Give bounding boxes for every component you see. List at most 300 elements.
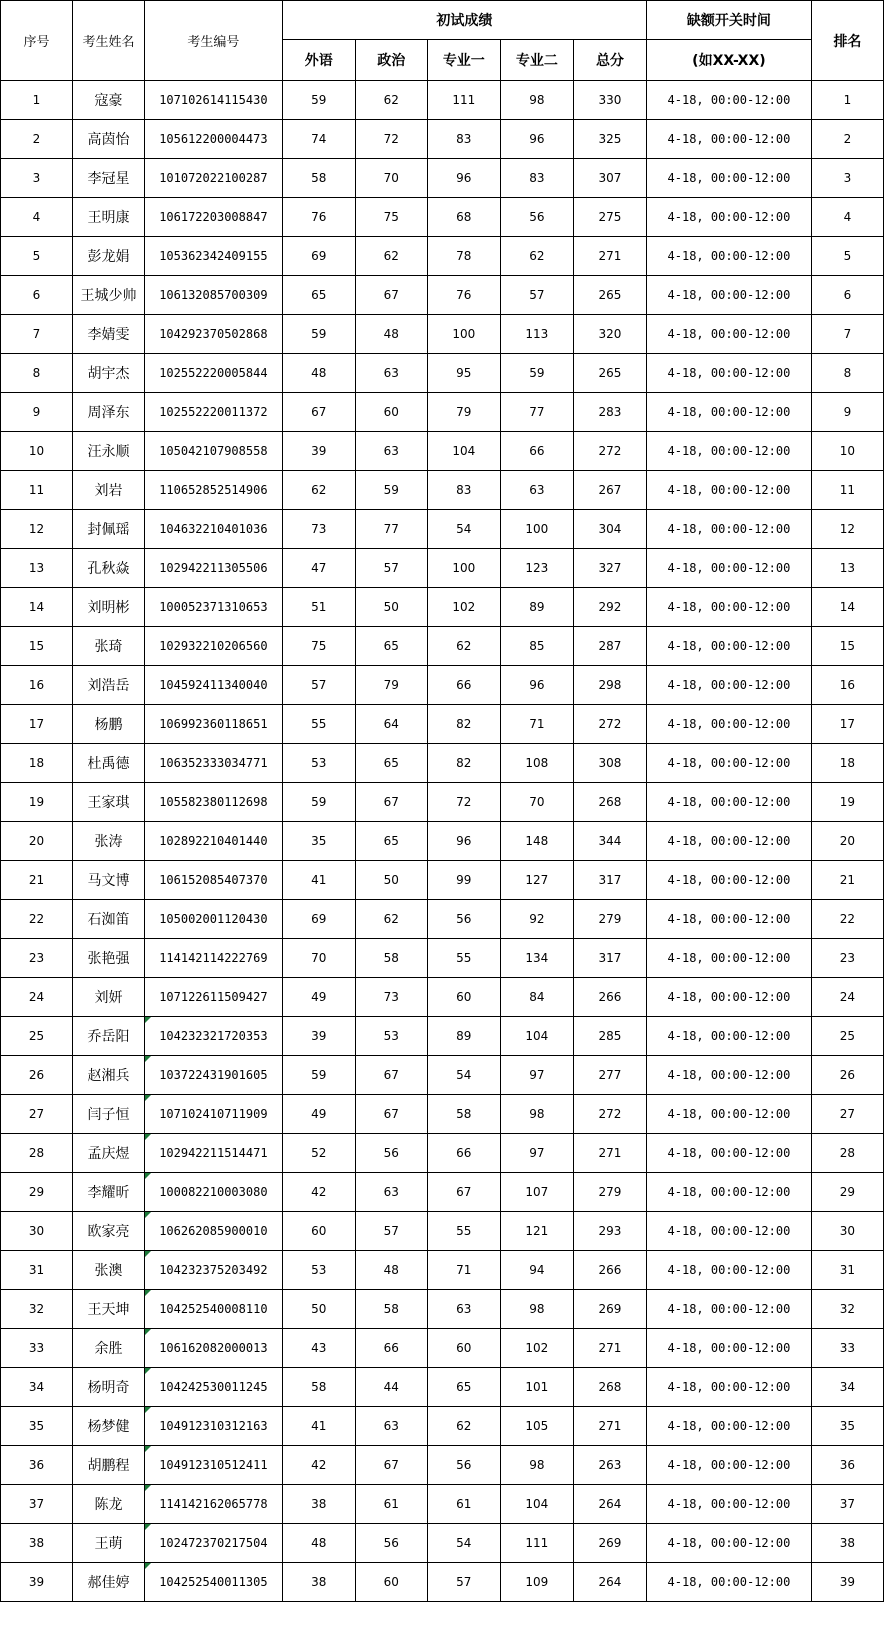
cell-major2: 96 xyxy=(500,666,573,705)
cell-foreign: 59 xyxy=(282,1056,355,1095)
cell-vacancy-time: 4-18, 00:00-12:00 xyxy=(646,315,811,354)
cell-exam-id: 104242530011245 xyxy=(145,1368,283,1407)
cell-foreign: 55 xyxy=(282,705,355,744)
cell-politics: 56 xyxy=(355,1134,427,1173)
table-row xyxy=(1,1407,884,1446)
cell-name: 刘浩岳 xyxy=(73,666,145,705)
cell-rank: 24 xyxy=(811,978,883,1017)
cell-name: 刘明彬 xyxy=(73,588,145,627)
cell-total: 268 xyxy=(573,1368,646,1407)
cell-major2: 56 xyxy=(500,198,573,237)
cell-exam-id: 104912310312163 xyxy=(145,1407,283,1446)
cell-major1: 71 xyxy=(427,1251,500,1290)
cell-vacancy-time: 4-18, 00:00-12:00 xyxy=(646,822,811,861)
cell-exam-id: 107122611509427 xyxy=(145,978,283,1017)
cell-vacancy-time: 4-18, 00:00-12:00 xyxy=(646,510,811,549)
cell-rank: 12 xyxy=(811,510,883,549)
cell-major1: 55 xyxy=(427,1212,500,1251)
cell-exam-id: 104912310512411 xyxy=(145,1446,283,1485)
cell-exam-id: 100052371310653 xyxy=(145,588,283,627)
cell-politics: 77 xyxy=(355,510,427,549)
cell-major2: 84 xyxy=(500,978,573,1017)
cell-major1: 54 xyxy=(427,1524,500,1563)
cell-foreign: 65 xyxy=(282,276,355,315)
cell-foreign: 70 xyxy=(282,939,355,978)
table-row xyxy=(1,120,884,159)
cell-name: 马文博 xyxy=(73,861,145,900)
cell-vacancy-time: 4-18, 00:00-12:00 xyxy=(646,120,811,159)
cell-politics: 50 xyxy=(355,861,427,900)
cell-politics: 57 xyxy=(355,1212,427,1251)
cell-name: 王家琪 xyxy=(73,783,145,822)
cell-rank: 21 xyxy=(811,861,883,900)
cell-rank: 29 xyxy=(811,1173,883,1212)
cell-name: 闫子恒 xyxy=(73,1095,145,1134)
cell-foreign: 39 xyxy=(282,1017,355,1056)
cell-vacancy-time: 4-18, 00:00-12:00 xyxy=(646,1290,811,1329)
cell-total: 265 xyxy=(573,354,646,393)
table-row xyxy=(1,393,884,432)
cell-vacancy-time: 4-18, 00:00-12:00 xyxy=(646,1056,811,1095)
cell-rank: 8 xyxy=(811,354,883,393)
cell-exam-id: 107102614115430 xyxy=(145,81,283,120)
header-rank: 排名 xyxy=(811,1,883,81)
cell-name: 王城少帅 xyxy=(73,276,145,315)
cell-exam-id: 105582380112698 xyxy=(145,783,283,822)
table-row xyxy=(1,744,884,783)
cell-major1: 100 xyxy=(427,315,500,354)
table-row xyxy=(1,1329,884,1368)
cell-total: 344 xyxy=(573,822,646,861)
cell-politics: 63 xyxy=(355,432,427,471)
cell-politics: 62 xyxy=(355,900,427,939)
cell-total: 320 xyxy=(573,315,646,354)
cell-seq: 24 xyxy=(1,978,73,1017)
cell-total: 266 xyxy=(573,1251,646,1290)
cell-major1: 62 xyxy=(427,1407,500,1446)
cell-major1: 95 xyxy=(427,354,500,393)
cell-seq: 35 xyxy=(1,1407,73,1446)
cell-foreign: 75 xyxy=(282,627,355,666)
cell-foreign: 58 xyxy=(282,1368,355,1407)
cell-politics: 48 xyxy=(355,1251,427,1290)
cell-total: 275 xyxy=(573,198,646,237)
header-seq: 序号 xyxy=(1,1,73,81)
cell-vacancy-time: 4-18, 00:00-12:00 xyxy=(646,939,811,978)
cell-total: 292 xyxy=(573,588,646,627)
cell-vacancy-time: 4-18, 00:00-12:00 xyxy=(646,1212,811,1251)
cell-seq: 27 xyxy=(1,1095,73,1134)
cell-major1: 58 xyxy=(427,1095,500,1134)
table-row xyxy=(1,588,884,627)
cell-total: 264 xyxy=(573,1563,646,1602)
cell-foreign: 48 xyxy=(282,1524,355,1563)
cell-vacancy-time: 4-18, 00:00-12:00 xyxy=(646,198,811,237)
cell-foreign: 49 xyxy=(282,1095,355,1134)
cell-total: 264 xyxy=(573,1485,646,1524)
cell-major2: 98 xyxy=(500,1095,573,1134)
cell-major2: 63 xyxy=(500,471,573,510)
cell-major2: 104 xyxy=(500,1485,573,1524)
cell-major2: 89 xyxy=(500,588,573,627)
cell-vacancy-time: 4-18, 00:00-12:00 xyxy=(646,159,811,198)
header-vacancy-time: 缺额开关时间 xyxy=(646,1,811,40)
cell-exam-id: 102942211305506 xyxy=(145,549,283,588)
cell-seq: 33 xyxy=(1,1329,73,1368)
cell-politics: 67 xyxy=(355,276,427,315)
cell-exam-id: 100082210003080 xyxy=(145,1173,283,1212)
cell-name: 乔岳阳 xyxy=(73,1017,145,1056)
table-row xyxy=(1,822,884,861)
cell-major1: 60 xyxy=(427,1329,500,1368)
cell-major2: 98 xyxy=(500,1446,573,1485)
cell-exam-id: 105612200004473 xyxy=(145,120,283,159)
cell-foreign: 48 xyxy=(282,354,355,393)
cell-vacancy-time: 4-18, 00:00-12:00 xyxy=(646,1173,811,1212)
cell-vacancy-time: 4-18, 00:00-12:00 xyxy=(646,354,811,393)
cell-major2: 96 xyxy=(500,120,573,159)
table-row xyxy=(1,939,884,978)
cell-name: 刘岩 xyxy=(73,471,145,510)
cell-rank: 5 xyxy=(811,237,883,276)
cell-name: 杨梦健 xyxy=(73,1407,145,1446)
cell-major1: 102 xyxy=(427,588,500,627)
cell-exam-id: 107102410711909 xyxy=(145,1095,283,1134)
cell-rank: 7 xyxy=(811,315,883,354)
cell-exam-id: 104252540008110 xyxy=(145,1290,283,1329)
cell-exam-id: 106262085900010 xyxy=(145,1212,283,1251)
cell-name: 张琦 xyxy=(73,627,145,666)
cell-seq: 9 xyxy=(1,393,73,432)
cell-major2: 77 xyxy=(500,393,573,432)
cell-rank: 1 xyxy=(811,81,883,120)
table-row xyxy=(1,1056,884,1095)
cell-major2: 97 xyxy=(500,1134,573,1173)
cell-total: 327 xyxy=(573,549,646,588)
table-row xyxy=(1,1368,884,1407)
cell-politics: 56 xyxy=(355,1524,427,1563)
cell-major1: 56 xyxy=(427,900,500,939)
cell-major2: 98 xyxy=(500,1290,573,1329)
cell-vacancy-time: 4-18, 00:00-12:00 xyxy=(646,276,811,315)
cell-major1: 63 xyxy=(427,1290,500,1329)
cell-foreign: 58 xyxy=(282,159,355,198)
cell-total: 265 xyxy=(573,276,646,315)
cell-rank: 17 xyxy=(811,705,883,744)
cell-major2: 111 xyxy=(500,1524,573,1563)
cell-major2: 100 xyxy=(500,510,573,549)
cell-rank: 34 xyxy=(811,1368,883,1407)
cell-major2: 92 xyxy=(500,900,573,939)
cell-foreign: 62 xyxy=(282,471,355,510)
cell-vacancy-time: 4-18, 00:00-12:00 xyxy=(646,1368,811,1407)
table-row xyxy=(1,1095,884,1134)
cell-name: 李冠星 xyxy=(73,159,145,198)
cell-exam-id: 104232321720353 xyxy=(145,1017,283,1056)
cell-total: 325 xyxy=(573,120,646,159)
cell-rank: 15 xyxy=(811,627,883,666)
cell-rank: 38 xyxy=(811,1524,883,1563)
cell-name: 杨鹏 xyxy=(73,705,145,744)
cell-vacancy-time: 4-18, 00:00-12:00 xyxy=(646,81,811,120)
cell-name: 王萌 xyxy=(73,1524,145,1563)
cell-foreign: 53 xyxy=(282,1251,355,1290)
cell-exam-id: 105042107908558 xyxy=(145,432,283,471)
cell-politics: 67 xyxy=(355,1095,427,1134)
cell-total: 283 xyxy=(573,393,646,432)
cell-major1: 57 xyxy=(427,1563,500,1602)
cell-foreign: 50 xyxy=(282,1290,355,1329)
cell-politics: 60 xyxy=(355,393,427,432)
cell-major1: 55 xyxy=(427,939,500,978)
cell-name: 周泽东 xyxy=(73,393,145,432)
cell-foreign: 74 xyxy=(282,120,355,159)
cell-rank: 22 xyxy=(811,900,883,939)
cell-total: 269 xyxy=(573,1524,646,1563)
header-major1: 专业一 xyxy=(427,40,500,81)
cell-total: 317 xyxy=(573,939,646,978)
table-row xyxy=(1,783,884,822)
table-row xyxy=(1,315,884,354)
cell-name: 石洳笛 xyxy=(73,900,145,939)
cell-total: 287 xyxy=(573,627,646,666)
cell-exam-id: 102552220005844 xyxy=(145,354,283,393)
cell-foreign: 67 xyxy=(282,393,355,432)
cell-rank: 30 xyxy=(811,1212,883,1251)
cell-seq: 18 xyxy=(1,744,73,783)
cell-rank: 35 xyxy=(811,1407,883,1446)
table-row xyxy=(1,354,884,393)
cell-name: 陈龙 xyxy=(73,1485,145,1524)
cell-foreign: 57 xyxy=(282,666,355,705)
cell-vacancy-time: 4-18, 00:00-12:00 xyxy=(646,1017,811,1056)
table-row xyxy=(1,1173,884,1212)
cell-major2: 97 xyxy=(500,1056,573,1095)
cell-vacancy-time: 4-18, 00:00-12:00 xyxy=(646,783,811,822)
cell-major2: 85 xyxy=(500,627,573,666)
cell-exam-id: 102892210401440 xyxy=(145,822,283,861)
cell-rank: 4 xyxy=(811,198,883,237)
cell-rank: 10 xyxy=(811,432,883,471)
table-row xyxy=(1,1563,884,1602)
cell-major2: 134 xyxy=(500,939,573,978)
cell-politics: 63 xyxy=(355,354,427,393)
cell-rank: 36 xyxy=(811,1446,883,1485)
cell-foreign: 52 xyxy=(282,1134,355,1173)
cell-exam-id: 104252540011305 xyxy=(145,1563,283,1602)
cell-major1: 76 xyxy=(427,276,500,315)
cell-seq: 11 xyxy=(1,471,73,510)
cell-foreign: 35 xyxy=(282,822,355,861)
cell-name: 李耀昕 xyxy=(73,1173,145,1212)
cell-name: 汪永顺 xyxy=(73,432,145,471)
cell-exam-id: 106352333034771 xyxy=(145,744,283,783)
cell-major1: 68 xyxy=(427,198,500,237)
cell-vacancy-time: 4-18, 00:00-12:00 xyxy=(646,666,811,705)
cell-major1: 111 xyxy=(427,81,500,120)
cell-total: 298 xyxy=(573,666,646,705)
cell-major1: 62 xyxy=(427,627,500,666)
cell-seq: 1 xyxy=(1,81,73,120)
cell-seq: 15 xyxy=(1,627,73,666)
cell-major2: 107 xyxy=(500,1173,573,1212)
cell-politics: 65 xyxy=(355,822,427,861)
cell-name: 李婧雯 xyxy=(73,315,145,354)
cell-total: 271 xyxy=(573,1329,646,1368)
cell-total: 271 xyxy=(573,1134,646,1173)
cell-foreign: 42 xyxy=(282,1446,355,1485)
cell-seq: 3 xyxy=(1,159,73,198)
cell-major2: 105 xyxy=(500,1407,573,1446)
table-row xyxy=(1,432,884,471)
table-row xyxy=(1,159,884,198)
cell-name: 寇豪 xyxy=(73,81,145,120)
cell-foreign: 49 xyxy=(282,978,355,1017)
cell-total: 269 xyxy=(573,1290,646,1329)
cell-vacancy-time: 4-18, 00:00-12:00 xyxy=(646,861,811,900)
cell-name: 封佩瑶 xyxy=(73,510,145,549)
cell-major1: 100 xyxy=(427,549,500,588)
cell-foreign: 59 xyxy=(282,81,355,120)
cell-exam-id: 106992360118651 xyxy=(145,705,283,744)
cell-vacancy-time: 4-18, 00:00-12:00 xyxy=(646,1407,811,1446)
cell-exam-id: 102472370217504 xyxy=(145,1524,283,1563)
cell-rank: 23 xyxy=(811,939,883,978)
cell-rank: 25 xyxy=(811,1017,883,1056)
cell-politics: 63 xyxy=(355,1173,427,1212)
cell-seq: 37 xyxy=(1,1485,73,1524)
header-exam-id: 考生编号 xyxy=(145,1,283,81)
cell-seq: 31 xyxy=(1,1251,73,1290)
cell-politics: 48 xyxy=(355,315,427,354)
cell-rank: 2 xyxy=(811,120,883,159)
cell-exam-id: 114142162065778 xyxy=(145,1485,283,1524)
cell-seq: 17 xyxy=(1,705,73,744)
cell-exam-id: 101072022100287 xyxy=(145,159,283,198)
cell-exam-id: 105362342409155 xyxy=(145,237,283,276)
cell-seq: 6 xyxy=(1,276,73,315)
cell-total: 263 xyxy=(573,1446,646,1485)
table-row xyxy=(1,198,884,237)
cell-exam-id: 104592411340040 xyxy=(145,666,283,705)
cell-name: 欧家亮 xyxy=(73,1212,145,1251)
cell-exam-id: 102942211514471 xyxy=(145,1134,283,1173)
cell-total: 304 xyxy=(573,510,646,549)
cell-name: 杨明奇 xyxy=(73,1368,145,1407)
cell-politics: 50 xyxy=(355,588,427,627)
cell-name: 郝佳婷 xyxy=(73,1563,145,1602)
header-major2: 专业二 xyxy=(500,40,573,81)
cell-seq: 34 xyxy=(1,1368,73,1407)
table-row xyxy=(1,81,884,120)
cell-rank: 19 xyxy=(811,783,883,822)
cell-rank: 26 xyxy=(811,1056,883,1095)
cell-politics: 66 xyxy=(355,1329,427,1368)
cell-seq: 13 xyxy=(1,549,73,588)
cell-foreign: 60 xyxy=(282,1212,355,1251)
cell-foreign: 69 xyxy=(282,900,355,939)
cell-vacancy-time: 4-18, 00:00-12:00 xyxy=(646,1485,811,1524)
cell-vacancy-time: 4-18, 00:00-12:00 xyxy=(646,744,811,783)
cell-major1: 56 xyxy=(427,1446,500,1485)
cell-total: 307 xyxy=(573,159,646,198)
cell-politics: 62 xyxy=(355,81,427,120)
cell-major2: 109 xyxy=(500,1563,573,1602)
cell-major2: 101 xyxy=(500,1368,573,1407)
cell-seq: 39 xyxy=(1,1563,73,1602)
table-row xyxy=(1,510,884,549)
table-row xyxy=(1,666,884,705)
cell-total: 272 xyxy=(573,432,646,471)
cell-total: 285 xyxy=(573,1017,646,1056)
header-politics: 政治 xyxy=(355,40,427,81)
cell-politics: 63 xyxy=(355,1407,427,1446)
table-row xyxy=(1,1251,884,1290)
cell-politics: 53 xyxy=(355,1017,427,1056)
cell-politics: 70 xyxy=(355,159,427,198)
cell-foreign: 42 xyxy=(282,1173,355,1212)
cell-major1: 99 xyxy=(427,861,500,900)
cell-foreign: 41 xyxy=(282,1407,355,1446)
cell-major1: 96 xyxy=(427,822,500,861)
cell-major2: 121 xyxy=(500,1212,573,1251)
cell-politics: 79 xyxy=(355,666,427,705)
header-prelim-score: 初试成绩 xyxy=(282,1,646,40)
cell-rank: 28 xyxy=(811,1134,883,1173)
cell-seq: 14 xyxy=(1,588,73,627)
cell-major2: 71 xyxy=(500,705,573,744)
cell-foreign: 59 xyxy=(282,783,355,822)
cell-rank: 16 xyxy=(811,666,883,705)
cell-seq: 5 xyxy=(1,237,73,276)
cell-politics: 57 xyxy=(355,549,427,588)
cell-major1: 54 xyxy=(427,1056,500,1095)
cell-major2: 108 xyxy=(500,744,573,783)
cell-politics: 75 xyxy=(355,198,427,237)
cell-major2: 62 xyxy=(500,237,573,276)
table-row xyxy=(1,1134,884,1173)
cell-foreign: 43 xyxy=(282,1329,355,1368)
cell-name: 张澳 xyxy=(73,1251,145,1290)
cell-seq: 21 xyxy=(1,861,73,900)
cell-foreign: 38 xyxy=(282,1485,355,1524)
cell-seq: 4 xyxy=(1,198,73,237)
cell-major2: 102 xyxy=(500,1329,573,1368)
cell-major1: 65 xyxy=(427,1368,500,1407)
cell-major1: 83 xyxy=(427,120,500,159)
cell-rank: 6 xyxy=(811,276,883,315)
cell-major2: 94 xyxy=(500,1251,573,1290)
cell-total: 330 xyxy=(573,81,646,120)
cell-name: 高茵怡 xyxy=(73,120,145,159)
cell-exam-id: 106132085700309 xyxy=(145,276,283,315)
cell-exam-id: 103722431901605 xyxy=(145,1056,283,1095)
cell-total: 267 xyxy=(573,471,646,510)
cell-foreign: 69 xyxy=(282,237,355,276)
header-row-1 xyxy=(1,1,884,40)
cell-politics: 65 xyxy=(355,744,427,783)
cell-rank: 13 xyxy=(811,549,883,588)
cell-foreign: 53 xyxy=(282,744,355,783)
cell-politics: 58 xyxy=(355,939,427,978)
cell-major2: 148 xyxy=(500,822,573,861)
cell-major2: 104 xyxy=(500,1017,573,1056)
cell-seq: 7 xyxy=(1,315,73,354)
cell-exam-id: 106152085407370 xyxy=(145,861,283,900)
cell-major1: 83 xyxy=(427,471,500,510)
cell-rank: 3 xyxy=(811,159,883,198)
cell-seq: 28 xyxy=(1,1134,73,1173)
